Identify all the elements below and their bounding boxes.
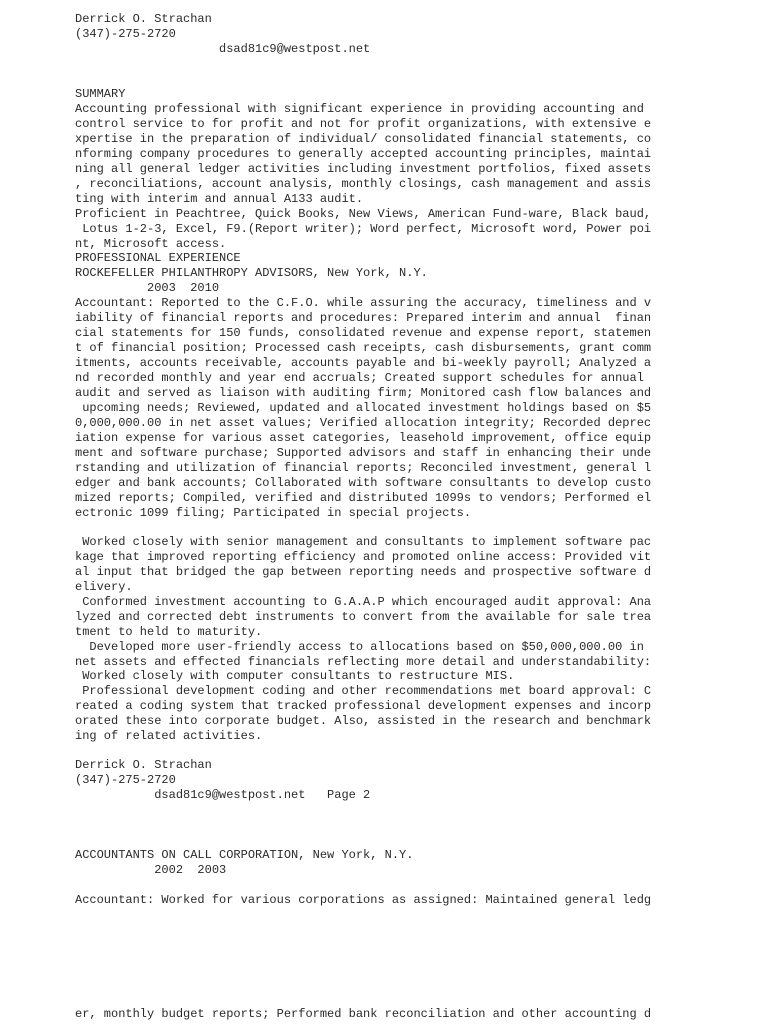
text-line: Proficient in Peachtree, Quick Books, New Views, American Fund-ware, Black baud, — [75, 207, 652, 221]
text-line: iation expense for various asset categories, leasehold improvement, office equip — [75, 431, 652, 445]
text-line: Accountant: Worked for various corporations as assigned: Maintained general ledg — [75, 893, 652, 907]
text-line: nt, Microsoft access. — [75, 237, 227, 251]
text-line: ment and software purchase; Supported advisors and staff in enhancing their unde — [75, 446, 652, 460]
text-line: elivery. — [75, 580, 133, 594]
text-line: dsad81c9@westpost.net Page 2 — [75, 788, 371, 802]
text-line: lyzed and corrected debt instruments to convert from the available for sale trea — [75, 610, 652, 624]
text-line: tment to held to maturity. — [75, 625, 263, 639]
text-line: control service to for profit and not for profit organizations, with extensive e — [75, 117, 652, 131]
text-line: net assets and effected financials reflecting more detail and understandability: — [75, 655, 652, 669]
text-line: iability of financial reports and procedures: Prepared interim and annual finan — [75, 311, 652, 325]
text-line: nforming company procedures to generally accepted accounting principles, maintai — [75, 147, 652, 161]
text-line: ning all general ledger activities including investment portfolios, fixed assets — [75, 162, 652, 176]
text-line: cial statements for 150 funds, consolidated revenue and expense report, statemen — [75, 326, 652, 340]
text-line: Worked closely with computer consultants to restructure MIS. — [75, 669, 515, 683]
text-line: er, monthly budget reports; Performed bank reconciliation and other accounting d — [75, 1007, 652, 1021]
text-line: ting with interim and annual A133 audit. — [75, 192, 364, 206]
text-line: Accounting professional with significant experience in providing accounting and — [75, 102, 644, 116]
text-line: rstanding and utilization of financial reports; Reconciled investment, general l — [75, 461, 652, 475]
text-line: dsad81c9@westpost.net — [75, 42, 371, 56]
text-line: Conformed investment accounting to G.A.A.P which encouraged audit approval: Ana — [75, 595, 652, 609]
text-line: 2003 2010 — [75, 281, 220, 295]
text-line: ACCOUNTANTS ON CALL CORPORATION, New York, N.Y. — [75, 848, 414, 862]
text-line: Worked closely with senior management and consultants to implement software pac — [75, 535, 652, 549]
text-line: ROCKEFELLER PHILANTHROPY ADVISORS, New York, N.Y. — [75, 266, 428, 280]
text-line: t of financial position; Processed cash receipts, cash disbursements, grant comm — [75, 341, 652, 355]
text-line: 2002 2003 — [75, 863, 227, 877]
text-line: SUMMARY — [75, 87, 126, 101]
text-line: edger and bank accounts; Collaborated with software consultants to develop custo — [75, 476, 652, 490]
text-line: (347)-275-2720 — [75, 27, 176, 41]
text-line: , reconciliations, account analysis, monthly closings, cash management and assis — [75, 177, 652, 191]
text-line: Professional development coding and other recommendations met board approval: C — [75, 684, 652, 698]
text-line: xpertise in the preparation of individual/ consolidated financial statements, co — [75, 132, 652, 146]
text-line: audit and served as liaison with auditing firm; Monitored cash flow balances and — [75, 386, 652, 400]
text-line: 0,000,000.00 in net asset values; Verified allocation integrity; Recorded deprec — [75, 416, 652, 430]
text-line: al input that bridged the gap between reporting needs and prospective software d — [75, 565, 652, 579]
text-line: nd recorded monthly and year end accruals; Created support schedules for annual — [75, 371, 644, 385]
text-line: Derrick O. Strachan — [75, 758, 212, 772]
text-line: Accountant: Reported to the C.F.O. while assuring the accuracy, timeliness and v — [75, 296, 652, 310]
text-line: upcoming needs; Reviewed, updated and allocated investment holdings based on $5 — [75, 401, 652, 415]
text-line: PROFESSIONAL EXPERIENCE — [75, 251, 241, 265]
text-line: reated a coding system that tracked professional development expenses and incorp — [75, 699, 652, 713]
text-line: itments, accounts receivable, accounts payable and bi-weekly payroll; Analyzed a — [75, 356, 652, 370]
text-line: ing of related activities. — [75, 729, 263, 743]
text-line: Derrick O. Strachan — [75, 12, 212, 26]
text-line: mized reports; Compiled, verified and distributed 1099s to vendors; Performed el — [75, 491, 652, 505]
text-line: ectronic 1099 filing; Participated in special projects. — [75, 506, 472, 520]
text-line: kage that improved reporting efficiency and promoted online access: Provided vit — [75, 550, 652, 564]
text-line: (347)-275-2720 — [75, 773, 176, 787]
text-line: Lotus 1-2-3, Excel, F9.(Report writer); Word perfect, Microsoft word, Power poi — [75, 222, 652, 236]
text-line: orated these into corporate budget. Also, assisted in the research and benchmark — [75, 714, 652, 728]
text-line: Developed more user-friendly access to allocations based on $50,000,000.00 in — [75, 640, 644, 654]
